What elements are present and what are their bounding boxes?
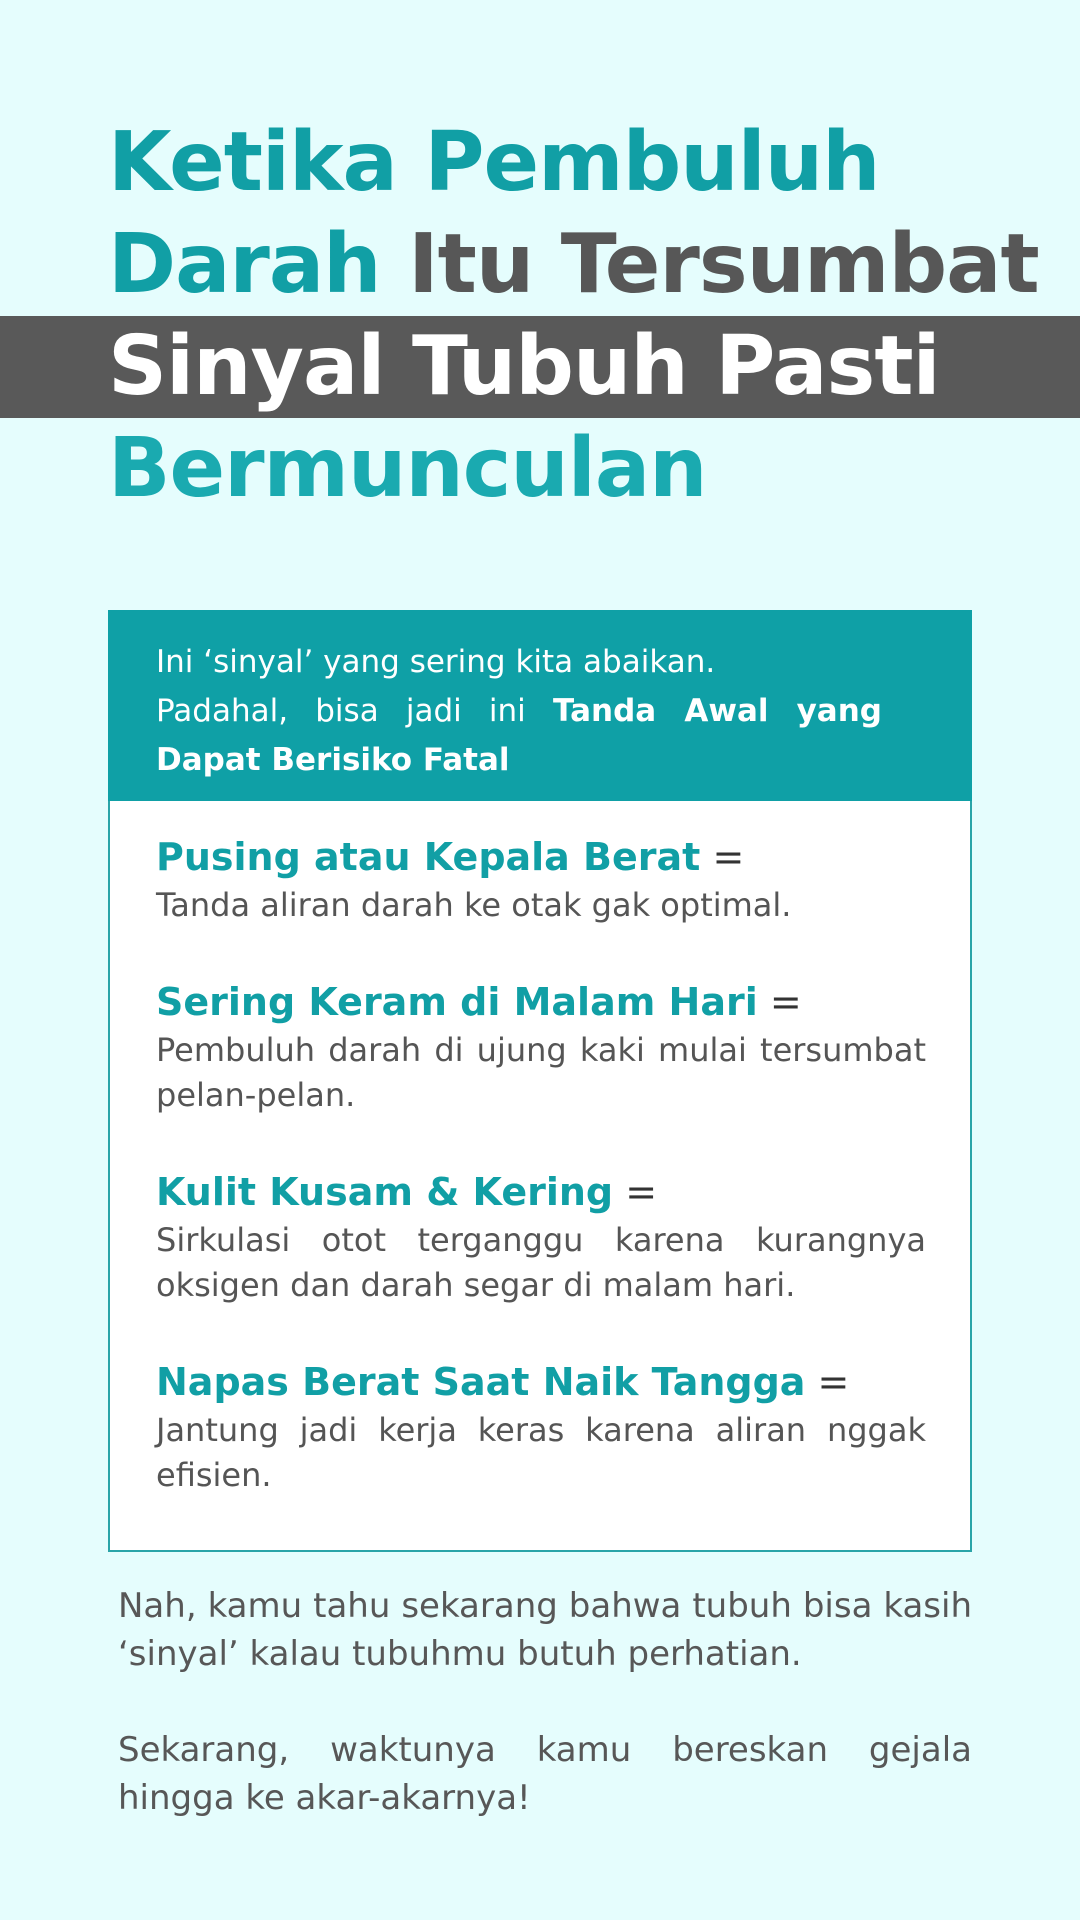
equals-sign: =: [625, 1170, 658, 1214]
list-item: [156, 831, 926, 928]
card-intro-line-2: [156, 687, 882, 785]
symptom-name: Sering Keram di Malam Hari: [156, 980, 758, 1024]
headline-line-2: [0, 214, 1080, 316]
symptom-title: [156, 1356, 926, 1408]
headline-text-3: Sinyal Tubuh Pasti: [108, 319, 940, 414]
list-item: [156, 1356, 926, 1498]
symptom-description: Sirkulasi otot terganggu karena kurangnya oksigen dan darah segar di malam hari.: [156, 1221, 926, 1304]
closing-paragraph-2: Sekarang, waktunya kamu bereskan gejala hingga ke akar-akarnya!: [118, 1730, 972, 1818]
equals-sign: =: [769, 980, 802, 1024]
headline-line-1: [0, 112, 1080, 214]
headline-text-4: Bermunculan: [108, 421, 707, 516]
equals-sign: =: [817, 1360, 850, 1404]
card-intro: [108, 610, 972, 801]
symptom-title: [156, 831, 926, 883]
headline-line-4: [0, 418, 1080, 520]
symptom-title: [156, 1166, 926, 1218]
headline-text-2-gray: Itu Tersumbat: [408, 217, 1039, 312]
card-intro-line-1: Ini ‘sinyal’ yang sering kita abaikan.: [156, 644, 716, 680]
closing-text: [118, 1582, 972, 1870]
symptom-description: Pembuluh darah di ujung kaki mulai tersumbat pelan-pelan.: [156, 1031, 926, 1114]
symptom-description: Jantung jadi kerja keras karena aliran nggak efisien.: [156, 1411, 926, 1494]
symptom-title: [156, 976, 926, 1028]
symptom-card: [108, 610, 972, 1552]
list-item: [156, 1166, 926, 1308]
closing-paragraph-1: Nah, kamu tahu sekarang bahwa tubuh bisa kasih ‘sinyal’ kalau tubuhmu butuh perhatian.: [118, 1586, 972, 1674]
headline-band: [0, 316, 1080, 418]
headline-text-2-teal: Darah: [108, 217, 381, 312]
card-intro-bold: Tanda Awal yang Dapat Berisiko Fatal: [156, 693, 882, 778]
symptom-name: Pusing atau Kepala Berat: [156, 835, 701, 879]
symptom-name: Napas Berat Saat Naik Tangga: [156, 1360, 806, 1404]
list-item: [156, 976, 926, 1118]
symptom-name: Kulit Kusam & Kering: [156, 1170, 614, 1214]
card-intro-prefix: Padahal, bisa jadi ini: [156, 693, 526, 729]
symptom-list: [110, 801, 970, 1498]
page-headline: [0, 112, 1080, 520]
headline-text-1: Ketika Pembuluh: [108, 115, 880, 210]
equals-sign: =: [712, 835, 745, 879]
symptom-description: Tanda aliran darah ke otak gak optimal.: [156, 886, 792, 924]
